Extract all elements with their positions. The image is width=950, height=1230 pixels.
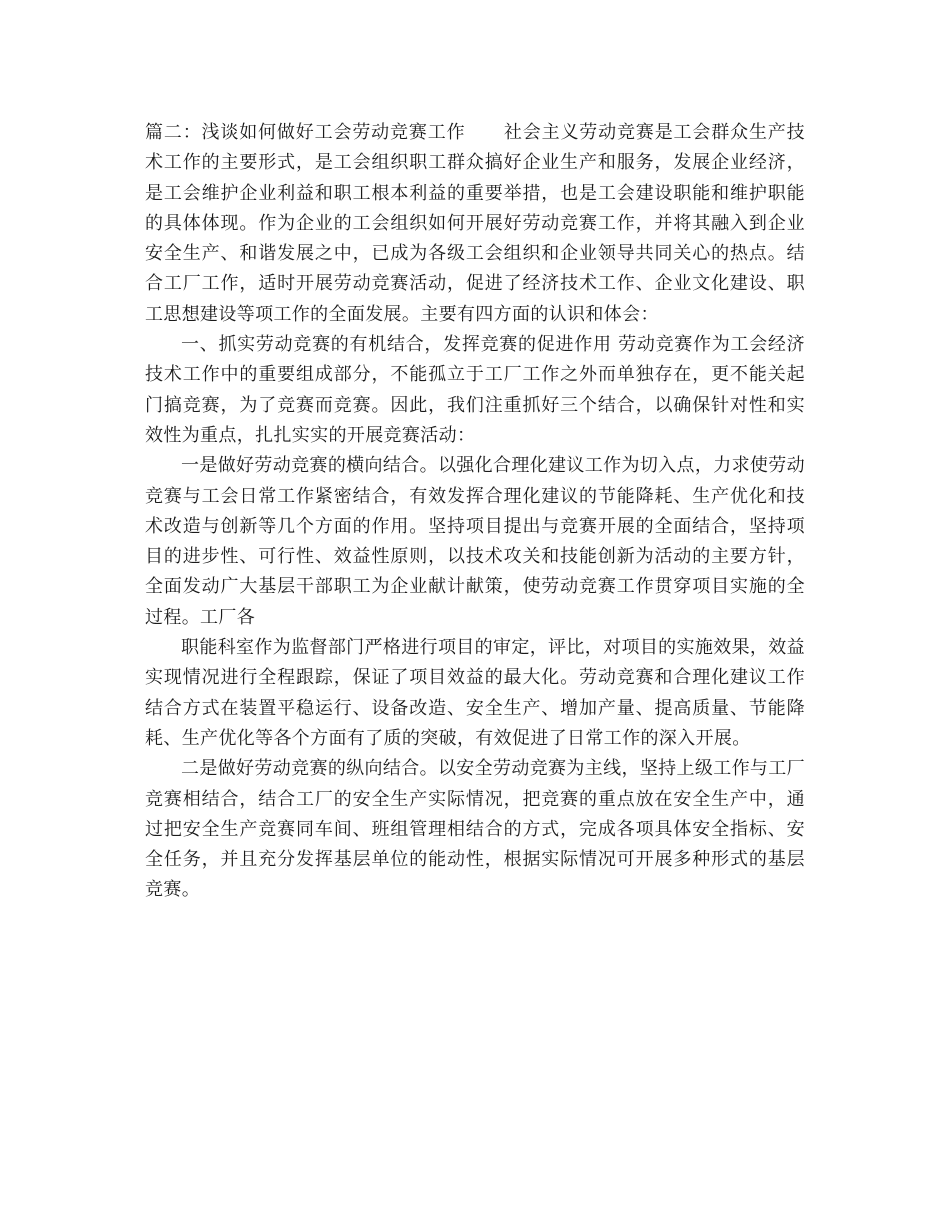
document-page (145, 118, 805, 906)
paragraph-1-text: 社会主义劳动竞赛是工会群众生产技术工作的主要形式，是工会组织职工群众搞好企业生产和服务，发展企业经济，是工会维护企业利益和职工根本利益的重要举措，也是工会建设职能和维护职能的具体体现。作为企业的工会组织如何开展好劳动竞赛工作，并将其融入到企业安全生产、和谐发展之中，已成为各级工会组织和企业领导共同关心的热点。结合工厂工作，适时开展劳动竞赛活动，促进了经济技术工作、企业文化建设、职工思想建设等项工作的全面发展。主要有四方面的认识和体会： (145, 122, 805, 325)
intro-paragraph (145, 118, 805, 330)
document-title: 篇二：浅谈如何做好工会劳动竞赛工作 (145, 122, 466, 143)
paragraph-4: 职能科室作为监督部门严格进行项目的审定，评比，对项目的实施效果，效益实现情况进行全程跟踪，保证了项目效益的最大化。劳动竞赛和合理化建议工作结合方式在装置平稳运行、设备改造、安全生产、增加产量、提高质量、节能降耗、生产优化等各个方面有了质的突破，有效促进了日常工作的深入开展。 (145, 637, 805, 749)
paragraph-2: 一、抓实劳动竞赛的有机结合，发挥竞赛的促进作用 劳动竞赛作为工会经济技术工作中的重要组成部分，不能孤立于工厂工作之外而单独存在，更不能关起门搞竞赛，为了竞赛而竞赛。因此，我们注重抓好三个结合，以确保针对性和实效性为重点，扎扎实实的开展竞赛活动： (145, 334, 805, 446)
paragraph-5: 二是做好劳动竞赛的纵向结合。以安全劳动竞赛为主线，坚持上级工作与工厂竞赛相结合，结合工厂的安全生产实际情况，把竞赛的重点放在安全生产中，通过把安全生产竞赛同车间、班组管理相结合的方式，完成各项具体安全指标、安全任务，并且充分发挥基层单位的能动性，根据实际情况可开展多种形式的基层竞赛。 (145, 758, 805, 901)
paragraph-3: 一是做好劳动竞赛的横向结合。以强化合理化建议工作为切入点，力求使劳动竞赛与工会日常工作紧密结合，有效发挥合理化建议的节能降耗、生产优化和技术改造与创新等几个方面的作用。坚持项目提出与竞赛开展的全面结合，坚持项目的进步性、可行性、效益性原则，以技术攻关和技能创新为活动的主要方针，全面发动广大基层干部职工为企业献计献策，使劳动竞赛工作贯穿项目实施的全过程。工厂各 (145, 455, 805, 628)
